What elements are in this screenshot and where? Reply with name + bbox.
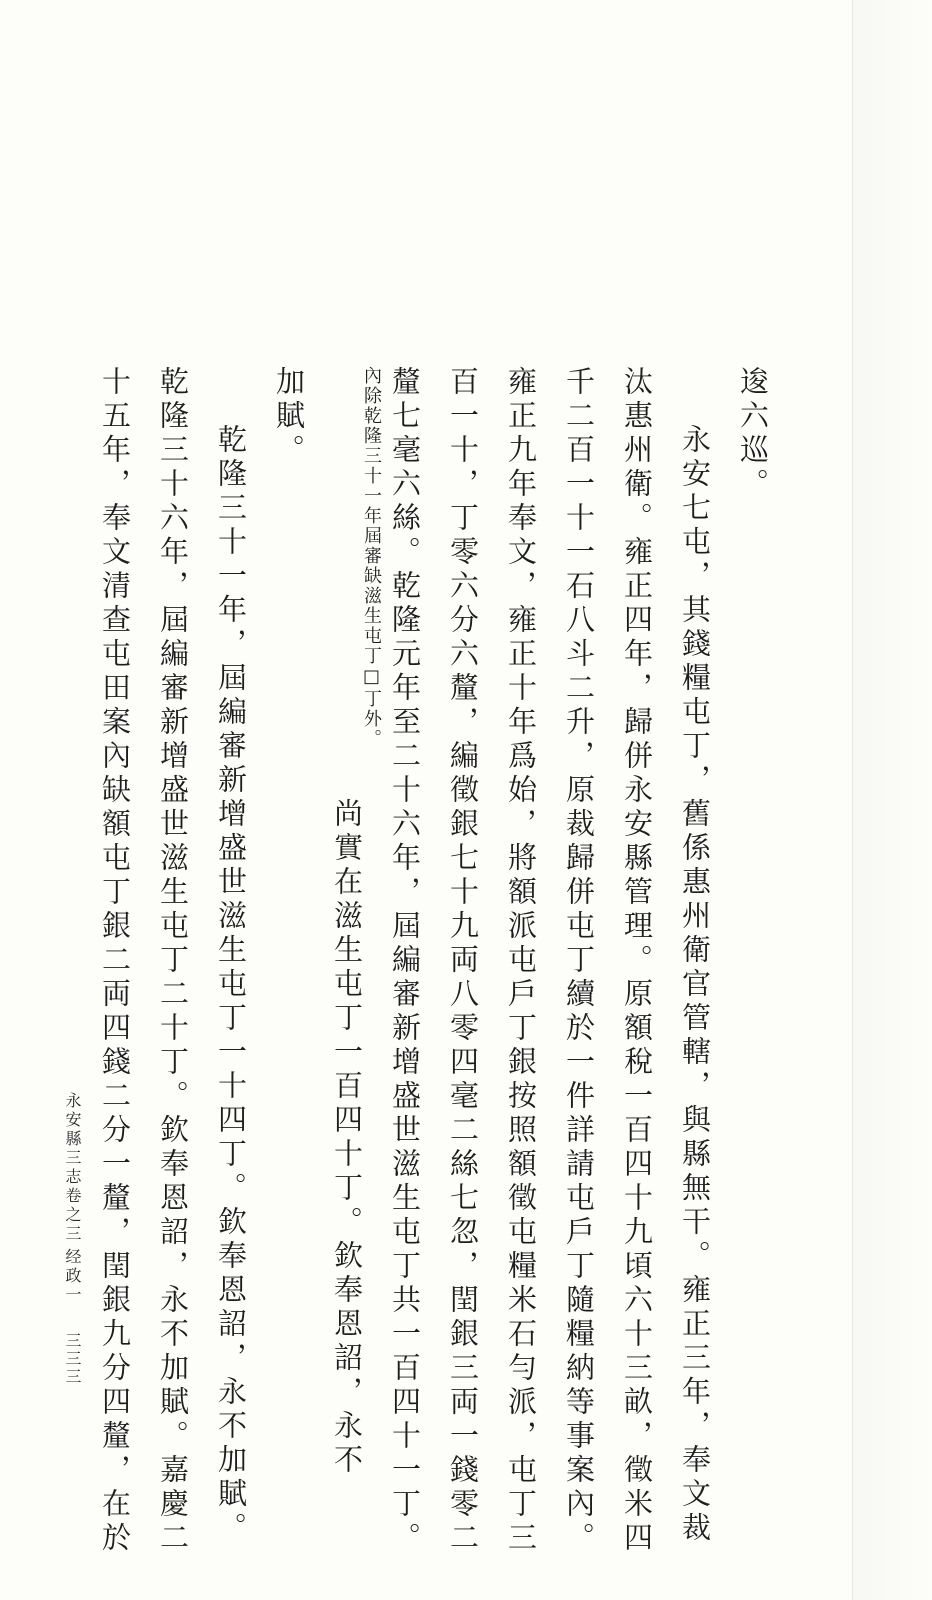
page-number: 三三三 [63, 1332, 82, 1386]
text-column-6: 百一十，丁零六分六釐，編徵銀七十九両八零四毫二絲七忽，閏銀三両一錢零二 [446, 366, 480, 1556]
text-column-3: 汰惠州衛。雍正四年，歸併永安縣管理。原額稅一百四十九頃六十三畝，徵米四 [620, 366, 654, 1556]
text-column-10: 乾隆三十一年，屆編審新增盛世滋生屯丁一十四丁。欽奉恩詔，永不加賦。 [214, 424, 248, 1546]
running-section: 经政一 [63, 1248, 82, 1305]
text-column-12: 十五年，奉文清查屯田案內缺額屯丁銀二両四錢二分一釐，閏銀九分四釐，在於 [98, 366, 132, 1556]
text-column-1: 逡六巡。 [736, 366, 770, 502]
running-title: 永安縣三志卷之三 [63, 1092, 82, 1244]
text-column-9: 加賦。 [272, 366, 306, 468]
text-column-7: 釐七毫六絲。乾隆元年至二十六年，屆編審新增盛世滋生屯丁共一百四十一丁。 [388, 366, 422, 1556]
text-column-11: 乾隆三十六年，屆編審新增盛世滋生屯丁二十丁。欽奉恩詔，永不加賦。嘉慶二 [156, 366, 190, 1556]
page-edge-shadow [853, 0, 932, 1600]
text-column-8: 尚實在滋生屯丁一百四十丁。欽奉恩詔，永不 [330, 798, 364, 1478]
inline-note-column: 內除乾隆三十一年屆審缺滋生屯丁□丁外。 [361, 366, 382, 749]
text-column-4: 千二百一十一石八斗二升，原裁歸併屯丁續於一件詳請屯戶丁隨糧納等事案內。 [562, 366, 596, 1556]
text-column-2: 永安七屯，其錢糧屯丁，舊係惠州衛官管轄，與縣無干。雍正三年，奉文裁 [678, 424, 712, 1546]
text-column-5: 雍正九年奉文，雍正十年爲始，將額派屯戶丁銀按照額徵屯糧米石勻派，屯丁三 [504, 366, 538, 1556]
